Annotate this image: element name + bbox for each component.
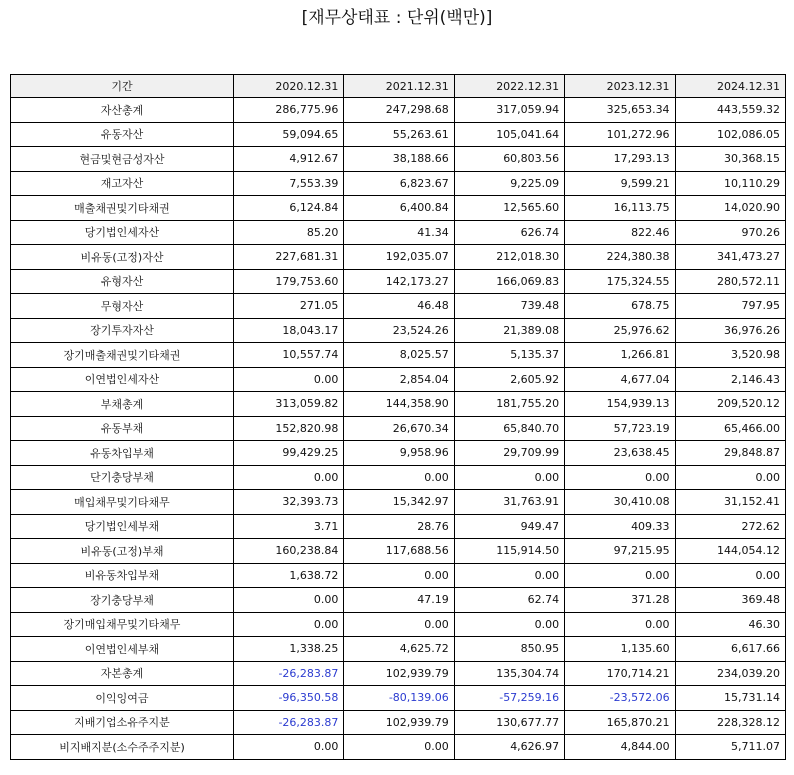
table-row — [11, 465, 786, 490]
header-year: 2024.12.31 — [675, 75, 785, 98]
table-row — [11, 98, 786, 123]
row-label: 비지배지분(소수주주지분) — [11, 735, 234, 760]
value-cell: 3.71 — [234, 514, 344, 539]
row-label: 무형자산 — [11, 294, 234, 319]
value-cell: 15,731.14 — [675, 686, 785, 711]
table-row — [11, 539, 786, 564]
row-label: 비유동(고정)자산 — [11, 245, 234, 270]
value-cell: -23,572.06 — [565, 686, 675, 711]
table-header — [11, 75, 786, 98]
table-row — [11, 563, 786, 588]
row-label: 유동자산 — [11, 122, 234, 147]
value-cell: 286,775.96 — [234, 98, 344, 123]
value-cell: 1,638.72 — [234, 563, 344, 588]
value-cell: 46.30 — [675, 612, 785, 637]
value-cell: 970.26 — [675, 220, 785, 245]
value-cell: 2,146.43 — [675, 367, 785, 392]
value-cell: 317,059.94 — [454, 98, 564, 123]
value-cell: 313,059.82 — [234, 392, 344, 417]
table-row — [11, 245, 786, 270]
value-cell: 142,173.27 — [344, 269, 454, 294]
table-row — [11, 367, 786, 392]
value-cell: 62.74 — [454, 588, 564, 613]
row-label: 자본총계 — [11, 661, 234, 686]
row-label: 단기충당부채 — [11, 465, 234, 490]
value-cell: 115,914.50 — [454, 539, 564, 564]
row-label: 지배기업소유주지분 — [11, 710, 234, 735]
value-cell: 65,466.00 — [675, 416, 785, 441]
value-cell: 0.00 — [675, 563, 785, 588]
value-cell: 369.48 — [675, 588, 785, 613]
value-cell: 6,823.67 — [344, 171, 454, 196]
header-year: 2023.12.31 — [565, 75, 675, 98]
table-row — [11, 686, 786, 711]
value-cell: 41.34 — [344, 220, 454, 245]
value-cell: 31,763.91 — [454, 490, 564, 515]
table-row — [11, 490, 786, 515]
table-row — [11, 441, 786, 466]
value-cell: 152,820.98 — [234, 416, 344, 441]
value-cell: 1,338.25 — [234, 637, 344, 662]
value-cell: 105,041.64 — [454, 122, 564, 147]
value-cell: 0.00 — [454, 563, 564, 588]
value-cell: 28.76 — [344, 514, 454, 539]
table-row — [11, 269, 786, 294]
value-cell: 4,912.67 — [234, 147, 344, 172]
value-cell: 154,939.13 — [565, 392, 675, 417]
value-cell: 18,043.17 — [234, 318, 344, 343]
value-cell: -26,283.87 — [234, 661, 344, 686]
value-cell: 17,293.13 — [565, 147, 675, 172]
value-cell: 626.74 — [454, 220, 564, 245]
value-cell: 0.00 — [454, 612, 564, 637]
value-cell: 6,400.84 — [344, 196, 454, 221]
value-cell: 47.19 — [344, 588, 454, 613]
value-cell: 4,844.00 — [565, 735, 675, 760]
value-cell: 3,520.98 — [675, 343, 785, 368]
row-label: 비유동차입부채 — [11, 563, 234, 588]
value-cell: 739.48 — [454, 294, 564, 319]
table-row — [11, 392, 786, 417]
value-cell: 21,389.08 — [454, 318, 564, 343]
value-cell: 165,870.21 — [565, 710, 675, 735]
value-cell: 0.00 — [234, 367, 344, 392]
value-cell: 0.00 — [344, 612, 454, 637]
value-cell: 30,368.15 — [675, 147, 785, 172]
value-cell: 16,113.75 — [565, 196, 675, 221]
table-row — [11, 416, 786, 441]
value-cell: 15,342.97 — [344, 490, 454, 515]
value-cell: 0.00 — [565, 612, 675, 637]
row-label: 유동부채 — [11, 416, 234, 441]
table-row — [11, 588, 786, 613]
value-cell: 325,653.34 — [565, 98, 675, 123]
value-cell: 678.75 — [565, 294, 675, 319]
table-row — [11, 196, 786, 221]
row-label: 유동차입부채 — [11, 441, 234, 466]
value-cell: 271.05 — [234, 294, 344, 319]
table-row — [11, 735, 786, 760]
value-cell: 10,557.74 — [234, 343, 344, 368]
value-cell: 32,393.73 — [234, 490, 344, 515]
value-cell: 10,110.29 — [675, 171, 785, 196]
value-cell: 29,709.99 — [454, 441, 564, 466]
value-cell: -26,283.87 — [234, 710, 344, 735]
value-cell: 36,976.26 — [675, 318, 785, 343]
table-row — [11, 343, 786, 368]
value-cell: 2,854.04 — [344, 367, 454, 392]
row-label: 자산총계 — [11, 98, 234, 123]
value-cell: 102,939.79 — [344, 710, 454, 735]
value-cell: 1,266.81 — [565, 343, 675, 368]
value-cell: 23,638.45 — [565, 441, 675, 466]
value-cell: 4,625.72 — [344, 637, 454, 662]
table-body — [11, 98, 786, 760]
row-label: 이연법인세자산 — [11, 367, 234, 392]
row-label: 이익잉여금 — [11, 686, 234, 711]
table-row — [11, 171, 786, 196]
value-cell: 0.00 — [344, 563, 454, 588]
value-cell: 97,215.95 — [565, 539, 675, 564]
header-year: 2020.12.31 — [234, 75, 344, 98]
value-cell: 12,565.60 — [454, 196, 564, 221]
row-label: 당기법인세자산 — [11, 220, 234, 245]
value-cell: 181,755.20 — [454, 392, 564, 417]
value-cell: 25,976.62 — [565, 318, 675, 343]
value-cell: 9,225.09 — [454, 171, 564, 196]
value-cell: 179,753.60 — [234, 269, 344, 294]
value-cell: 101,272.96 — [565, 122, 675, 147]
value-cell: 6,617.66 — [675, 637, 785, 662]
row-label: 비유동(고정)부채 — [11, 539, 234, 564]
row-label: 매출채권및기타채권 — [11, 196, 234, 221]
value-cell: 31,152.41 — [675, 490, 785, 515]
value-cell: 850.95 — [454, 637, 564, 662]
value-cell: 65,840.70 — [454, 416, 564, 441]
value-cell: 228,328.12 — [675, 710, 785, 735]
value-cell: 8,025.57 — [344, 343, 454, 368]
value-cell: 0.00 — [234, 612, 344, 637]
row-label: 장기매출채권및기타채권 — [11, 343, 234, 368]
value-cell: 102,939.79 — [344, 661, 454, 686]
page-title: [재무상태표 : 단위(백만)] — [301, 8, 493, 28]
value-cell: 14,020.90 — [675, 196, 785, 221]
value-cell: 166,069.83 — [454, 269, 564, 294]
value-cell: 175,324.55 — [565, 269, 675, 294]
value-cell: 55,263.61 — [344, 122, 454, 147]
value-cell: 192,035.07 — [344, 245, 454, 270]
value-cell: 247,298.68 — [344, 98, 454, 123]
value-cell: 212,018.30 — [454, 245, 564, 270]
table-row — [11, 661, 786, 686]
value-cell: 0.00 — [565, 465, 675, 490]
value-cell: 341,473.27 — [675, 245, 785, 270]
value-cell: 170,714.21 — [565, 661, 675, 686]
value-cell: 209,520.12 — [675, 392, 785, 417]
row-label: 유형자산 — [11, 269, 234, 294]
row-label: 현금및현금성자산 — [11, 147, 234, 172]
value-cell: 9,599.21 — [565, 171, 675, 196]
value-cell: 6,124.84 — [234, 196, 344, 221]
value-cell: 0.00 — [234, 735, 344, 760]
table-row — [11, 637, 786, 662]
table-row — [11, 514, 786, 539]
table-row — [11, 147, 786, 172]
row-label: 당기법인세부채 — [11, 514, 234, 539]
row-label: 장기매입채무및기타채무 — [11, 612, 234, 637]
value-cell: 46.48 — [344, 294, 454, 319]
value-cell: 38,188.66 — [344, 147, 454, 172]
value-cell: 144,358.90 — [344, 392, 454, 417]
value-cell: 409.33 — [565, 514, 675, 539]
value-cell: 130,677.77 — [454, 710, 564, 735]
value-cell: -96,350.58 — [234, 686, 344, 711]
table-row — [11, 122, 786, 147]
value-cell: 59,094.65 — [234, 122, 344, 147]
row-label: 부채총계 — [11, 392, 234, 417]
balance-sheet-table — [10, 74, 786, 760]
value-cell: 60,803.56 — [454, 147, 564, 172]
value-cell: 4,626.97 — [454, 735, 564, 760]
value-cell: 26,670.34 — [344, 416, 454, 441]
value-cell: 949.47 — [454, 514, 564, 539]
table-row — [11, 220, 786, 245]
value-cell: 822.46 — [565, 220, 675, 245]
value-cell: 0.00 — [234, 465, 344, 490]
value-cell: 443,559.32 — [675, 98, 785, 123]
value-cell: 371.28 — [565, 588, 675, 613]
header-year: 2021.12.31 — [344, 75, 454, 98]
table-row — [11, 710, 786, 735]
value-cell: 160,238.84 — [234, 539, 344, 564]
value-cell: 234,039.20 — [675, 661, 785, 686]
value-cell: 0.00 — [565, 563, 675, 588]
header-period-label: 기간 — [11, 75, 234, 98]
value-cell: 272.62 — [675, 514, 785, 539]
row-label: 매입채무및기타채무 — [11, 490, 234, 515]
table-row — [11, 612, 786, 637]
header-row — [11, 75, 786, 98]
value-cell: 227,681.31 — [234, 245, 344, 270]
table-row — [11, 318, 786, 343]
value-cell: 224,380.38 — [565, 245, 675, 270]
table-row — [11, 294, 786, 319]
value-cell: -80,139.06 — [344, 686, 454, 711]
value-cell: 144,054.12 — [675, 539, 785, 564]
value-cell: 57,723.19 — [565, 416, 675, 441]
value-cell: 2,605.92 — [454, 367, 564, 392]
value-cell: 29,848.87 — [675, 441, 785, 466]
value-cell: 5,711.07 — [675, 735, 785, 760]
value-cell: 0.00 — [344, 735, 454, 760]
row-label: 장기충당부채 — [11, 588, 234, 613]
value-cell: 280,572.11 — [675, 269, 785, 294]
value-cell: 117,688.56 — [344, 539, 454, 564]
value-cell: 23,524.26 — [344, 318, 454, 343]
value-cell: 0.00 — [344, 465, 454, 490]
value-cell: 0.00 — [454, 465, 564, 490]
value-cell: 135,304.74 — [454, 661, 564, 686]
row-label: 재고자산 — [11, 171, 234, 196]
row-label: 이연법인세부채 — [11, 637, 234, 662]
value-cell: -57,259.16 — [454, 686, 564, 711]
value-cell: 85.20 — [234, 220, 344, 245]
value-cell: 5,135.37 — [454, 343, 564, 368]
value-cell: 1,135.60 — [565, 637, 675, 662]
value-cell: 4,677.04 — [565, 367, 675, 392]
value-cell: 797.95 — [675, 294, 785, 319]
value-cell: 7,553.39 — [234, 171, 344, 196]
value-cell: 102,086.05 — [675, 122, 785, 147]
header-year: 2022.12.31 — [454, 75, 564, 98]
value-cell: 9,958.96 — [344, 441, 454, 466]
value-cell: 0.00 — [675, 465, 785, 490]
row-label: 장기투자자산 — [11, 318, 234, 343]
value-cell: 30,410.08 — [565, 490, 675, 515]
value-cell: 99,429.25 — [234, 441, 344, 466]
value-cell: 0.00 — [234, 588, 344, 613]
